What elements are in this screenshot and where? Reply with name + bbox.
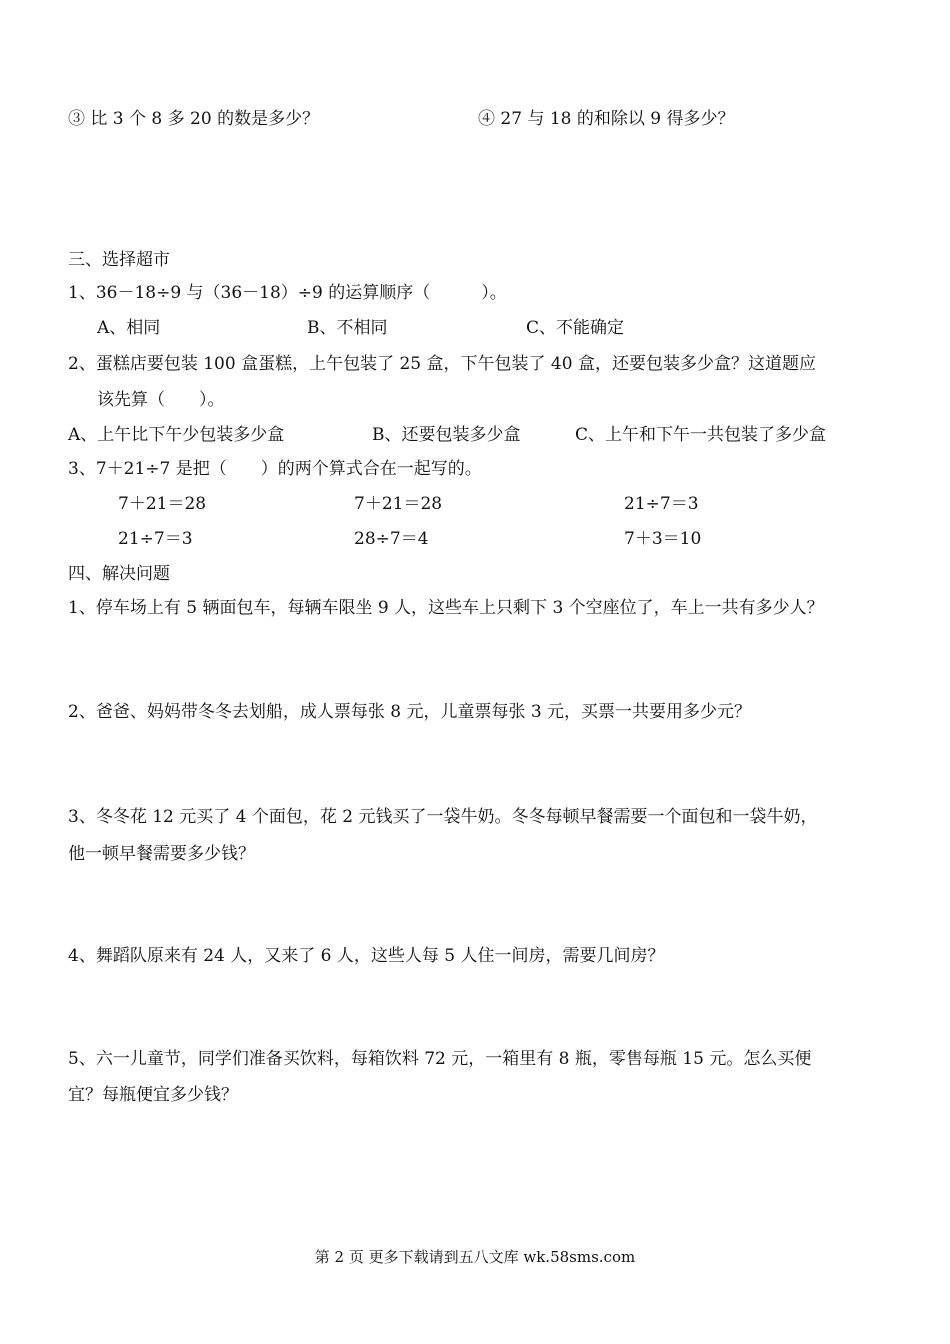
choice-q2-option-b: B、还要包装多少盒: [372, 425, 521, 445]
problem-3-line2: 他一顿早餐需要多少钱？: [68, 844, 255, 864]
choice-q2-stem-line2: 该先算（ ）。: [97, 390, 225, 410]
choice-q3-stem: 3、7＋21÷7 是把（ ）的两个算式合在一起写的。: [68, 459, 482, 479]
question-4-prev: ④ 27 与 18 的和除以 9 得多少？: [478, 109, 735, 129]
problem-3-line1: 3、冬冬花 12 元买了 4 个面包，花 2 元钱买了一袋牛奶。冬冬每顿早餐需要一个面包和一袋牛奶，: [68, 807, 818, 827]
problem-4: 4、舞蹈队原来有 24 人，又来了 6 人，这些人每 5 人住一间房，需要几间房？: [68, 946, 665, 966]
problem-5-line1: 5、六一儿童节，同学们准备买饮料，每箱饮料 72 元，一箱里有 8 瓶，零售每瓶 15 元。怎么买便: [68, 1049, 812, 1069]
choice-q1-option-c: C、不能确定: [526, 318, 625, 338]
choice-q1-option-a: A、相同: [97, 318, 161, 338]
section-3-heading: 三、选择超市: [68, 250, 170, 270]
choice-q3-option-c-line2: 7＋3＝10: [624, 529, 702, 549]
choice-q2-stem-line1: 2、蛋糕店要包装 100 盒蛋糕，上午包装了 25 盒，下午包装了 40 盒，还要包装多少盒？这道题应: [68, 354, 816, 374]
choice-q2-option-a: A、上午比下午少包装多少盒: [68, 425, 285, 445]
question-3-prev: ③ 比 3 个 8 多 20 的数是多少？: [68, 109, 320, 129]
section-4-heading: 四、解决问题: [68, 564, 170, 584]
choice-q1-stem: 1、36－18÷9 与（36－18）÷9 的运算顺序（ ）。: [68, 283, 507, 303]
problem-5-line2: 宜？每瓶便宜多少钱？: [68, 1085, 238, 1105]
choice-q2-option-c: C、上午和下午一共包装了多少盒: [575, 425, 827, 445]
choice-q3-option-c-line1: 21÷7＝3: [624, 494, 699, 514]
page-footer: 第 2 页 更多下载请到五八文库 wk.58sms.com: [314, 1248, 636, 1266]
choice-q3-option-b-line1: 7＋21＝28: [354, 494, 443, 514]
choice-q3-option-b-line2: 28÷7＝4: [354, 529, 429, 549]
problem-2: 2、爸爸、妈妈带冬冬去划船，成人票每张 8 元，儿童票每张 3 元，买票一共要用多少元？: [68, 702, 752, 722]
choice-q3-option-a-line2: 21÷7＝3: [118, 529, 193, 549]
problem-1: 1、停车场上有 5 辆面包车，每辆车限坐 9 人，这些车上只剩下 3 个空座位了，车上一共有多少人？: [68, 598, 824, 618]
choice-q1-option-b: B、不相同: [307, 318, 388, 338]
choice-q3-option-a-line1: 7＋21＝28: [118, 494, 207, 514]
